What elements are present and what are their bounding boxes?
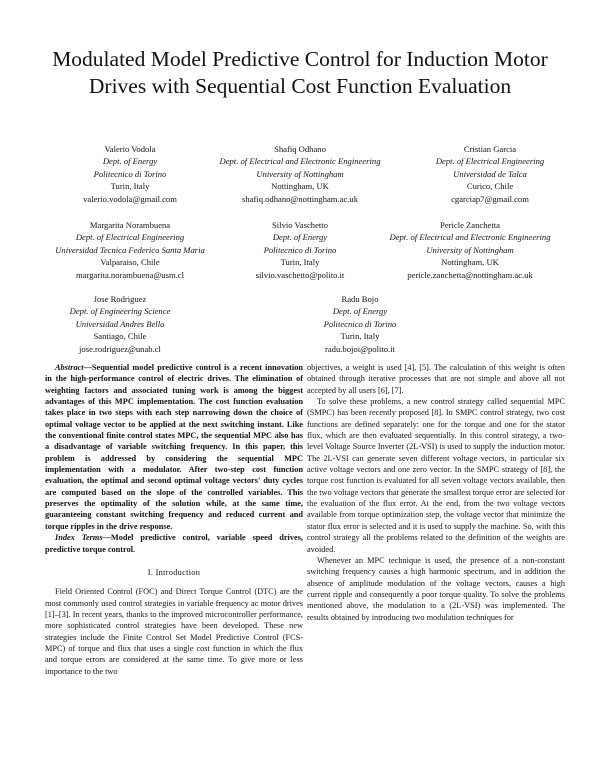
author-name: Radu Bojo (341, 294, 379, 304)
author-city: Curico, Chile (466, 181, 514, 192)
abstract-label: Abstract— (55, 363, 92, 372)
author-email: shafiq.odhano@nottingham.ac.uk (241, 193, 359, 204)
index-terms-text: Model predictive control, variable speed drives, predictive torque control. (45, 533, 303, 554)
author-dept: Dept. of Electrical Engineering (75, 232, 185, 243)
author-email: jose.rodriguez@unab.cl (79, 343, 161, 354)
abstract-text: Sequential model predictive control is a recent innovation in the high-performance control of electric drives. The elimination of weighting factors and associated tuning work is among the biggest advantages of this MPC implementation. The cost function evaluation takes place in two steps with each step narrowing down the choice of optimal voltage vector to be applied at the next switching instant. Like the conventional finite control states MPC, the sequential MPC also has a disadvantage of variable switching frequency. In this paper, this problem is addressed by considering the sequential MPC implementation with a modulator. After two-step cost function evaluation, the optimal and second optimal voltage vectors' duty cycles are computed based on the slope of the controlled variables. This preserves the optimality of the solution while, at the same time, guaranteeing constant switching frequency and reduced current and torque ripples in the drive response. (45, 363, 303, 531)
author-city: Nottingham, UK (441, 257, 499, 268)
author-city: Nottingham, UK (271, 181, 329, 192)
author-dept: Dept. of Energy (102, 156, 158, 167)
author-name: Valerio Vodola (104, 144, 156, 154)
author-dept: Dept. of Energy (272, 232, 328, 243)
author-email: cgarciap7@gmail.com (451, 193, 529, 204)
author-block (360, 219, 580, 281)
author-org: Politecnico di Torino (93, 168, 167, 179)
author-org: University of Nottingham (256, 168, 344, 179)
author-name: Cristian Garcia (463, 144, 517, 154)
index-terms-label: Index Terms— (55, 533, 111, 543)
author-city: Turin, Italy (110, 181, 150, 192)
author-org: Universidad Tecnica Federico Santa Maria (55, 244, 205, 255)
author-dept: Dept. of Energy (332, 306, 388, 317)
abstract (45, 362, 303, 532)
index-terms (45, 532, 303, 555)
author-dept: Dept. of Electrical Engineering (435, 156, 545, 167)
paragraph: To solve these problems, a new control strategy called sequential MPC (SMPC) has been recently proposed [8]. In SMPC control strategy, two cost functions are defined separately: one for the torque and one for the stator flux, which are then evaluated sequentially. In this control strategy, a two-level Voltage Source Inverter (2L-VSI) is used to supply the induction motor. The 2L-VSI can generate seven different voltage vectors, in particular six active voltage vectors and one zero vector. In the SMPC strategy of [8], the torque cost function is evaluated for all seven voltage vectors available, then the two voltage vectors that generate the smallest torque error are selected for the evaluation of the flux error. At the end, from the two voltage vectors available from torque optimization step, the voltage vector that minimize the stator flux error is selected and it is used to supply the machine. So, with this control strategy all the problems related to the definition of the weights are avoided. (307, 397, 565, 554)
author-block (30, 219, 230, 281)
author-block (410, 143, 570, 205)
author-name: Jose Rodriguez (93, 294, 147, 304)
author-org: Politecnico di Torino (323, 318, 397, 329)
author-city: Santiago, Chile (93, 331, 147, 342)
author-email: radu.bojoi@polito.it (325, 343, 395, 354)
author-block (235, 219, 365, 281)
paper-title: Modulated Model Predictive Control for Induction Motor Drives with Sequential Cost Function Evaluation (52, 47, 548, 98)
author-dept: Dept. of Engineering Science (69, 306, 171, 317)
author-block (195, 143, 405, 205)
paragraph: Whenever an MPC technique is used, the presence of a non-constant switching frequency causes a high harmonic spectrum, and in addition the absence of amplitude modulation of the voltage vectors, causes a high current ripple and consequently a poor torque quality. To solve the problems mentioned above, the modulation to a (2L-VSI) was implemented. The results obtained by introducing two modulation techniques for (307, 555, 565, 622)
author-name: Silvio Vaschetto (272, 220, 328, 230)
author-email: margarita.norambuena@usm.cl (76, 269, 184, 280)
author-name: Shafiq Odhano (274, 144, 326, 154)
author-city: Turin, Italy (280, 257, 320, 268)
author-org: Universidad Andres Bello (75, 318, 165, 329)
author-name: Margarita Norambuena (89, 220, 171, 230)
author-name: Pericle Zanchetta (440, 220, 500, 230)
section-heading: I. Introduction (147, 567, 201, 577)
author-city: Turin, Italy (340, 331, 380, 342)
author-city: Valparaiso, Chile (100, 257, 160, 268)
author-org: Politecnico di Torino (263, 244, 337, 255)
author-block (290, 293, 430, 355)
author-block (60, 143, 200, 205)
author-dept: Dept. of Electrical and Electronic Engineering (389, 232, 551, 243)
author-email: pericle.zanchetta@nottingham.ac.uk (407, 269, 533, 280)
author-org: Universidad de Talca (453, 168, 527, 179)
left-column (45, 362, 303, 677)
author-dept: Dept. of Electrical and Electronic Engineering (219, 156, 381, 167)
paragraph: objectives, a weight is used [4], [5]. The calculation of this weight is often obtained through iterative processes that are not simple and above all not accepted by all users [6], [7]. (307, 363, 565, 395)
author-org: University of Nottingham (426, 244, 514, 255)
author-email: silvio.vaschetto@polito.it (255, 269, 345, 280)
author-email: valerio.vodola@gmail.com (83, 193, 177, 204)
author-block (40, 293, 200, 355)
paragraph: Field Oriented Control (FOC) and Direct Torque Control (DTC) are the most commonly used control strategies in variable frequency ac motor drives [1]–[3]. In recent years, thanks to the improved microcontroller performance, more sophisticated control strategies have been developed. These new strategies include the Finite Control Set Model Predictive Control (FCS-MPC) of torque and flux that uses a single cost function in which the flux and torque errors are considered at the same time. To give more or less importance to the two (45, 587, 303, 676)
right-column (307, 362, 565, 623)
